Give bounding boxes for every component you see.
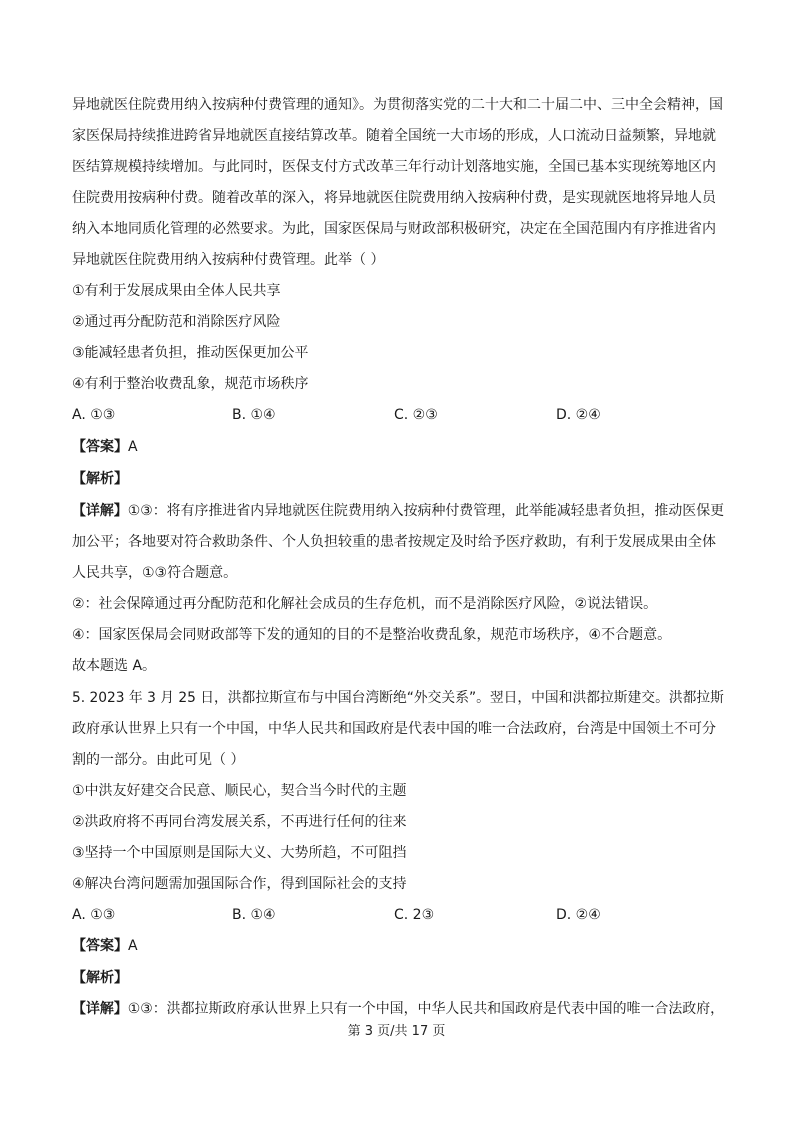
detail-label: 【详解】 <box>72 503 128 519</box>
q4-stem-line: 家医保局持续推进跨省异地就医直接结算改革。随着全国统一大市场的形成，人口流动日益频繁，异地就 <box>72 128 716 144</box>
q4-option-c: C. ②③ <box>394 407 438 423</box>
q5-option-c: C. 2③ <box>394 907 435 923</box>
answer-value: A <box>128 439 138 455</box>
q4-answer <box>72 437 138 457</box>
page-footer: 第 3 页/共 17 页 <box>347 1024 446 1039</box>
q4-option-b: B. ①④ <box>232 407 276 423</box>
q4-stem-line: 住院费用按病种付费。随着改革的深入，将异地就医住院费用纳入按病种付费，是实现就医地将异地人员 <box>72 190 716 206</box>
q4-option-d: D. ②④ <box>556 407 601 423</box>
q5-option-a: A. ①③ <box>72 907 116 923</box>
q4-detail-line: ②：社会保障通过再分配防范和化解社会成员的生存危机，而不是消除医疗风险，②说法错误。 <box>72 596 658 612</box>
q5-option-b: B. ①④ <box>232 907 276 923</box>
q5-analysis-label: 【解析】 <box>72 970 128 986</box>
q4-stem-line: 医结算规模持续增加。与此同时，医保支付方式改革三年行动计划落地实施，全国已基本实现统筹地区内 <box>72 159 716 175</box>
answer-value: A <box>128 938 138 954</box>
detail-label: 【详解】 <box>72 1001 128 1017</box>
q5-item-2: ②洪政府将不再同台湾发展关系，不再进行任何的往来 <box>72 814 407 830</box>
q5-stem-line: 政府承认世界上只有一个中国，中华人民共和国政府是代表中国的唯一合法政府，台湾是中国领土不可分 <box>72 721 716 737</box>
detail-text: ①③：将有序推进省内异地就医住院费用纳入按病种付费管理，此举能减轻患者负担，推动医保更 <box>127 503 725 519</box>
q4-item-2: ②通过再分配防范和消除医疗风险 <box>72 314 281 330</box>
q5-stem-line: 割的一部分。由此可见（ ） <box>72 752 245 768</box>
q5-detail-line <box>72 999 724 1019</box>
q5-item-3: ③坚持一个中国原则是国际大义、大势所趋，不可阻挡 <box>72 845 407 861</box>
q4-analysis-label: 【解析】 <box>72 471 128 487</box>
q5-stem-line: 5. 2023 年 3 月 25 日，洪都拉斯宣布与中国台湾断绝“外交关系”。翌日，中国和洪都拉斯建交。洪都拉斯 <box>72 690 724 706</box>
q5-item-1: ①中洪友好建交合民意、顺民心，契合当今时代的主题 <box>72 783 407 799</box>
q4-detail-line: 加公平；各地要对符合救助条件、个人负担较重的患者按规定及时给予医疗救助，有利于发展成果由全体 <box>72 534 716 550</box>
q4-detail-line: ④：国家医保局会同财政部等下发的通知的目的不是整治收费乱象，规范市场秩序，④不合题意。 <box>72 627 672 643</box>
q4-stem-line: 异地就医住院费用纳入按病种付费管理的通知》。为贯彻落实党的二十大和二十届二中、三中全会精神，国 <box>72 97 723 113</box>
q4-item-4: ④有利于整治收费乱象，规范市场秩序 <box>72 376 309 392</box>
q4-detail-line <box>72 501 724 521</box>
q5-item-4: ④解决台湾问题需加强国际合作，得到国际社会的支持 <box>72 876 407 892</box>
q4-item-3: ③能减轻患者负担，推动医保更加公平 <box>72 345 309 361</box>
q4-stem-line: 纳入本地同质化管理的必然要求。为此，国家医保局与财政部积极研究，决定在全国范围内有序推进省内 <box>72 221 716 237</box>
answer-label: 【答案】 <box>72 439 128 455</box>
q5-option-d: D. ②④ <box>556 907 601 923</box>
q4-detail-line: 人民共享，①③符合题意。 <box>72 565 238 581</box>
q4-option-a: A. ①③ <box>72 407 116 423</box>
q4-conclusion: 故本题选 A。 <box>72 658 157 674</box>
q5-answer <box>72 936 138 956</box>
answer-label: 【答案】 <box>72 938 128 954</box>
detail-text: ①③：洪都拉斯政府承认世界上只有一个中国，中华人民共和国政府是代表中国的唯一合法政府， <box>127 1001 725 1017</box>
q4-stem-line: 异地就医住院费用纳入按病种付费管理。此举（ ） <box>72 252 385 268</box>
q4-item-1: ①有利于发展成果由全体人民共享 <box>72 283 281 299</box>
